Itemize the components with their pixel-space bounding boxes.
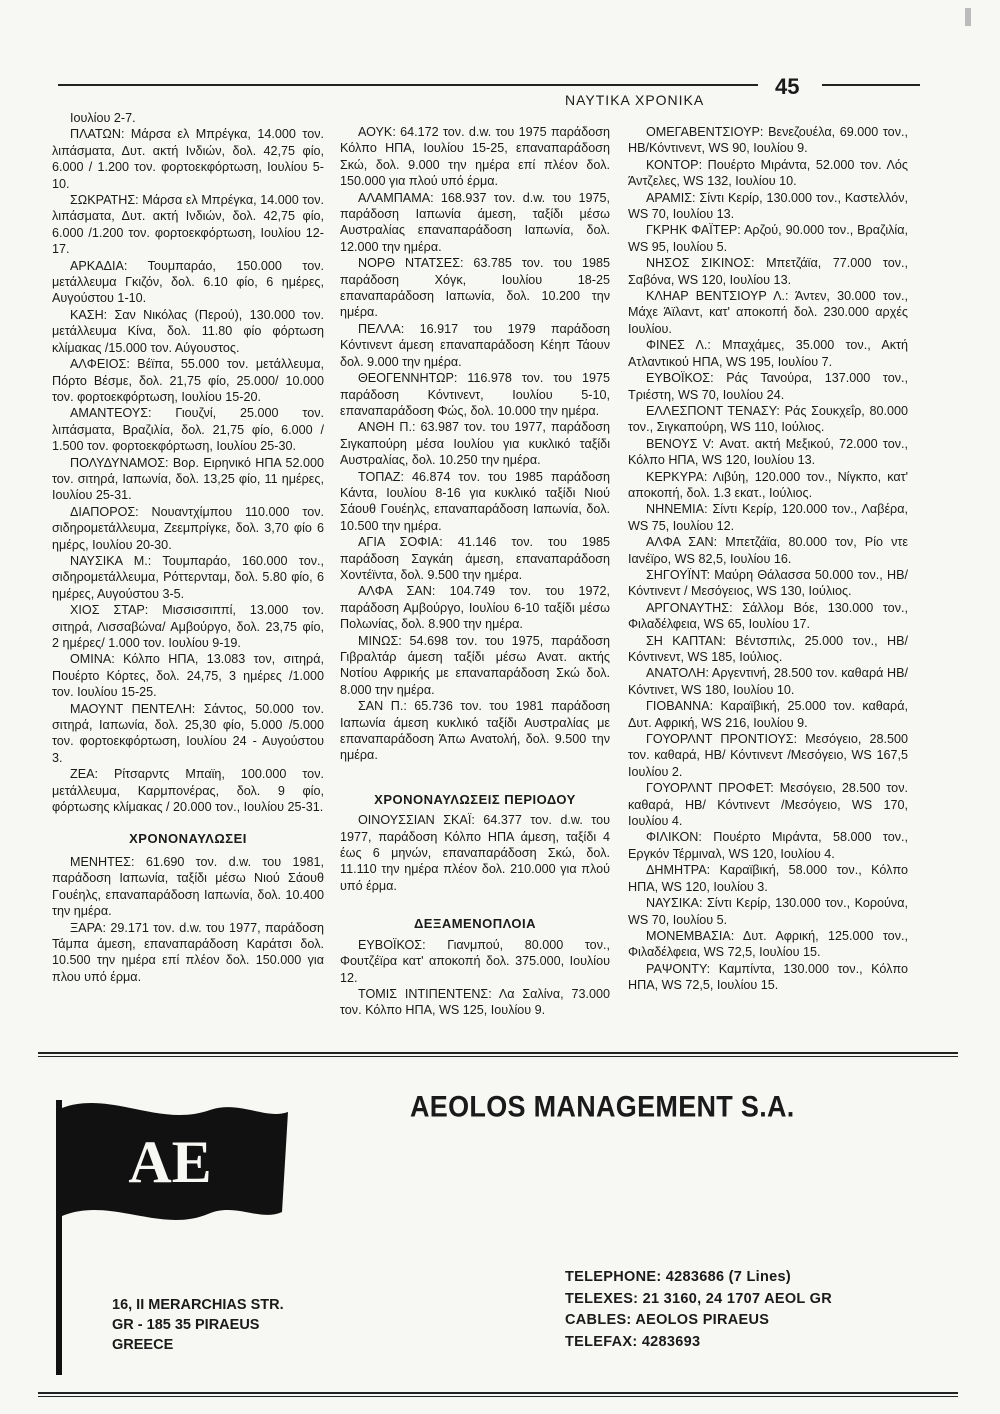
telefax: TELEFAX: 4283693 xyxy=(565,1333,701,1350)
column-3-entries xyxy=(628,124,908,994)
charter-entry: ΚΟΝΤΟΡ: Πουέρτο Μιράντα, 52.000 τον. Λός Άντζελες, WS 132, Ιουλίου 10. xyxy=(628,157,908,189)
charter-entry: ΦΙΝΕΣ Λ.: Μπαχάμες, 35.000 τον., Ακτή Ατλαντικού ΗΠΑ, WS 195, Ιουλίου 7. xyxy=(628,338,908,369)
charter-entry: ΔΗΜΗΤΡΑ: Καραϊβική, 58.000 τον., Κόλπο ΗΠΑ, WS 120, Ιουλίου 3. xyxy=(628,863,908,894)
charter-entry: ΓΙΟΒΑΝΝΑ: Καραϊβική, 25.000 τον. καθαρά, Δυτ. Αφρική, WS 216, Ιουλίου 9. xyxy=(628,699,908,730)
charter-entry: ΚΛΗΑΡ ΒΕΝΤΣΙΟΥΡ Λ.: Άντεν, 30.000 τον., Μάχε Άϊλαντ, κατ' αποκοπή δολ. 230.000 αρχές Ιουλίου. xyxy=(628,289,908,336)
company-address xyxy=(112,1295,284,1355)
charter-entry: ΝΗΝΕΜΙΑ: Σίντι Κερίρ, 120.000 τον., Λαβέρα, WS 75, Ιουλίου 12. xyxy=(628,502,908,533)
charter-entry: ΜΟΝΕΜΒΑΣΙΑ: Δυτ. Αφρική, 125.000 τον., Φιλαδέλφεια, WS 72,5, Ιουλίου 15. xyxy=(628,928,908,960)
charter-entry: ΓΟΥΟΡΛΝΤ ΠΡΟΝΤΙΟΥΣ: Μεσόγειο, 28.500 τον. καθαρά, ΗΒ/ Κόντινεντ /Μεσόγειο, WS 167,5 Ιουλίου 2. xyxy=(628,732,908,779)
ad-top-rule-thin xyxy=(38,1056,958,1057)
charter-entry: ΑΟΥΚ: 64.172 τον. d.w. του 1975 παράδοση Κόλπο ΗΠΑ, Ιουλίου 15-25, επαναπαράδοση Σκώ, δολ. 9.000 την ημέρα επί πλέον δολ. 150.000 για πλού υπό έρμα. xyxy=(340,125,610,189)
charter-entry: ΣΑΝ Π.: 65.736 τον. του 1981 παράδοση Ιαπωνία άμεση κυκλικό ταξίδι Αυστραλίας με επαναπαράδοση Άπω Ανατολή, δολ. 9.500 την ημέρα. xyxy=(340,699,610,763)
charter-entry: ΑΝΘΗ Π.: 63.987 τον. του 1977, παράδοση Σιγκαπούρη μέσα Ιουλίου για κυκλικό ταξίδι Αυστραλίας, δολ. 10.250 την ημέρα. xyxy=(340,420,610,468)
charter-entry: ΞΑΡΑ: 29.171 τον. d.w. του 1977, παράδοση Τάμπα άμεση, επαναπαράδοση Καράτσι δολ. 10.500 την ημέρα επί πλέον δολ. 150.000 για πλου υπό έρμα. xyxy=(52,920,324,984)
column-1-entries xyxy=(52,110,324,815)
charter-entry: ΑΡΑΜΙΣ: Σίντι Κερίρ, 130.000 τον., Καστελλόν, WS 70, Ιουλίου 13. xyxy=(628,190,908,222)
header-rule-right xyxy=(822,84,920,86)
telexes: TELEXES: 21 3160, 24 1707 AEOL GR xyxy=(565,1290,832,1307)
charter-entry: ΤΟΠΑΖ: 46.874 τον. του 1985 παράδοση Κάντα, Ιουλίου 8-16 για κυκλικό ταξίδι Νιού Σάουθ Γουέηλς, επαναπαράδοση Ιαπωνία, δολ. 10.500 την ημέρα. xyxy=(340,469,610,533)
charter-entry: ΑΛΦΕΙΟΣ: Βέϊπα, 55.000 τον. μετάλλευμα, Πόρτο Βέσμε, δολ. 21,75 φίο, 25.000/ 10.000 τον. φορτοεκφόρτωση, Ιουλίου 15-20. xyxy=(52,357,324,404)
charter-entry: ΟΜΕΓΑΒΕΝΤΣΙΟΥΡ: Βενεζουέλα, 69.000 τον., ΗΒ/Κόντινεντ, WS 90, Ιουλίου 9. xyxy=(628,125,908,156)
charter-entry: ΚΑΣΗ: Σαν Νικόλας (Περού), 130.000 τον. μετάλλευμα Κίνα, δολ. 11.80 φίο φόρτωση κλίμακας /15.000 τον. Αύγουστος. xyxy=(52,307,324,355)
charter-entry: Ιουλίου 2-7. xyxy=(70,111,136,125)
section-heading-time-charters: ΧΡΟΝΟΝΑΥΛΩΣΕΙ xyxy=(129,831,247,847)
charter-entry: ΑΛΑΜΠΑΜΑ: 168.937 τον. d.w. του 1975, παράδοση Ιαπωνία άμεση, ταξίδι μέσω Αυστραλίας επαναπαράδοση Ιαπωνία, δολ. 12.000 την ημέρα. xyxy=(340,190,610,254)
charter-entry: ΘΕΟΓΕΝΝΗΤΩΡ: 116.978 τον. του 1975 παράδοση Κόντινεντ, Ιουλίου 5-10, επαναπαράδοση Φώς, δολ. 10.000 την ημέρα. xyxy=(340,371,610,418)
charter-entry: ΠΟΛΥΔΥΝΑΜΟΣ: Βορ. Ειρηνικό ΗΠΑ 52.000 τον. σιτηρά, Ιαπωνία, δολ. 13,25 φίο, 11 ημέρες, Ιουλίου 25-31. xyxy=(52,455,324,503)
section-heading-period-charters: ΧΡΟΝΟΝΑΥΛΩΣΕΙΣ ΠΕΡΙΟΔΟΥ xyxy=(374,791,576,807)
column-1 xyxy=(52,110,324,985)
address-line: GR - 185 35 PIRAEUS xyxy=(112,1317,260,1333)
magazine-title: ΝΑΥΤΙΚΑ ΧΡΟΝΙΚΑ xyxy=(565,92,705,108)
charter-entry: ΑΡΚΑΔΙΑ: Τουμπαράο, 150.000 τον. μετάλλευμα Γκιζόν, δολ. 6.10 φίο, 6 ημέρες, Αυγούστου 1-10. xyxy=(52,258,324,306)
charter-entry: ΑΜΑΝΤΕΟΥΣ: Γιουζνί, 25.000 τον. λιπάσματα, Βραζιλία, δολ. 21,75 φίο, 6.000 / 1.500 τον. φορτοεκφόρτωση, Ιουλίου 25-30. xyxy=(52,406,324,454)
charter-entry: ΣΗΓΟΥΪΝΤ: Μαύρη Θάλασσα 50.000 τον., ΗΒ/Κόντινεντ / Μεσόγειος, WS 130, Ιούλιος. xyxy=(628,567,908,599)
flag-pole xyxy=(56,1100,62,1375)
ad-bottom-rule-thin xyxy=(38,1396,958,1397)
charter-entry: ΠΕΛΛΑ: 16.917 του 1979 παράδοση Κόντινεντ άμεση επαναπαράδοση Κέηπ Τάουν δολ. 9.000 την ημέρα. xyxy=(340,321,610,369)
charter-entry: ΑΝΑΤΟΛΗ: Αργεντινή, 28.500 τον. καθαρά ΗΒ/ Κόντινετ, WS 180, Ιουλίου 10. xyxy=(628,666,908,697)
charter-entry: ΓΚΡΗΚ ΦΑΪΤΕΡ: Αρζού, 90.000 τον., Βραζιλία, WS 95, Ιουλίου 5. xyxy=(628,223,908,254)
charter-entry: ΑΓΙΑ ΣΟΦΙΑ: 41.146 τον. του 1985 παράδοση Σαγκάη άμεση, επαναπαράδοση Χοντέϊντα, δολ. 9.500 την ημέρα. xyxy=(340,535,610,582)
charter-entry: ΑΛΦΑ ΣΑΝ: Μπετζάϊα, 80.000 τον, Ρίο ντε Ιανέϊρο, WS 82,5, Ιουλίου 16. xyxy=(628,535,908,566)
charter-entry: ΟΙΝΟΥΣΣΙΑΝ ΣΚΑΪ: 64.377 τον. d.w. του 1977, παράδοση Κόλπο ΗΠΑ άμεση, ταξίδι 4 έως 6 μηνών, επαναπαράδοση Σκώ, δολ. 11.110 την ημέρα πλέον δολ. 210.000 για πλού υπό έρμα. xyxy=(340,813,610,893)
charter-entry: ΝΟΡΘ ΝΤΑΤΣΕΣ: 63.785 τον. του 1985 παράδοση Χόγκ, Ιουλίου 18-25 επαναπαράδοση Ιαπωνία, δολ. 10.200 την ημέρα. xyxy=(340,256,610,320)
charter-entry: ΑΛΦΑ ΣΑΝ: 104.749 τον. του 1972, παράδοση Αμβούργο, Ιουλίου 6-10 ταξίδι μέσω Πολωνίας, δολ. 8.900 την ημέρα. xyxy=(340,584,610,632)
section-heading-tankers: ΔΕΞΑΜΕΝΟΠΛΟΙΑ xyxy=(413,916,537,932)
charter-entry: ΖΕΑ: Ρίτσαρντς Μπαϊη, 100.000 τον. μετάλλευμα, Καρμπονέρας, δολ. 9 φίο, φόρτωσης κλίμακας / 20.000 τον., Ιουλίου 25-31. xyxy=(52,767,324,815)
charter-entry: ΝΑΥΣΙΚΑ Μ.: Τουμπαράο, 160.000 τον., σιδηρομετάλλευμα, Ρόττερνταμ, δολ. 5.80 φίο, 6 ημέρες, Αυγούστου 3-5. xyxy=(52,553,324,601)
column-2-entries-3 xyxy=(340,937,610,1019)
charter-entry: ΕΛΛΕΣΠΟΝΤ ΤΕΝΑΣΥ: Ράς Σουκχεΐρ, 80.000 τον., Σιγκαπούρη, WS 110, Ιούλιος. xyxy=(628,403,908,435)
ad-bottom-rule xyxy=(38,1392,958,1394)
flag-letters: AE xyxy=(128,1129,212,1195)
charter-entry: ΝΗΣΟΣ ΣΙΚΙΝΟΣ: Μπετζάϊα, 77.000 τον., Σαβόνα, WS 120, Ιουλίου 13. xyxy=(628,256,908,287)
charter-entry: ΔΙΑΠΟΡΟΣ: Νουαντχίμπου 110.000 τον. σιδηρομετάλλευμα, Ζεεμπρίγκε, δολ. 3,70 φίο 6 ημέρς, Ιουλίου 20-30. xyxy=(52,504,324,552)
ad-top-rule xyxy=(38,1052,958,1054)
charter-entry: ΤΟΜΙΣ ΙΝΤΙΠΕΝΤΕΝΣ: Λα Σαλίνα, 73.000 τον. Κόλπο ΗΠΑ, WS 125, Ιουλίου 9. xyxy=(340,986,610,1018)
charter-entry: ΕΥΒΟΪΚΟΣ: Γιανμπού, 80.000 τον., Φουτζέϊρα κατ' αποκοπή δολ. 375.000, Ιουλίου 12. xyxy=(340,937,610,985)
charter-entry: ΑΡΓΟΝΑΥΤΗΣ: Σάλλομ Βόε, 130.000 τον., Φιλαδέλφεια, WS 65, Ιουλίου 17. xyxy=(628,600,908,632)
charter-entry: ΦΙΛΙΚΟΝ: Πουέρτο Μιράντα, 58.000 τον., Εργκόν Τέρμιναλ, WS 120, Ιουλίου 4. xyxy=(628,830,908,861)
charter-entry: ΠΛΑΤΩΝ: Μάρσα ελ Μπρέγκα, 14.000 τον. λιπάσματα, Δυτ. ακτή Ινδιών, δολ. 42,75 φίο, 6.000 / 1.200 τον. φορτοεκφόρτωση, Ιουλίου 5-10. xyxy=(52,127,324,191)
charter-entry: ΧΙΟΣ ΣΤΑΡ: Μισσισσιππί, 13.000 τον. σιτηρά, Λισσαβώνα/ Αμβούργο, δολ. 23,75 φίο, 2 ημέρες/ 1.000 τον. Ιουλίου 9-19. xyxy=(52,603,324,650)
header-rule-left xyxy=(58,84,758,86)
charter-entry: ΚΕΡΚΥΡΑ: Λιβύη, 120.000 τον., Νίγκπο, κατ' αποκοπή, δολ. 1.3 εκατ., Ιούλιος. xyxy=(628,469,908,500)
charter-entry: ΜΕΝΗΤΕΣ: 61.690 τον. d.w. του 1981, παράδοση Ιαπωνία, ταξίδι μέσω Νιού Σάουθ Γουέηλς, επαναπαράδοση Ιαπωνία, δολ. 10.400 την ημέρα. xyxy=(52,854,324,919)
cables: CABLES: AEOLOS PIRAEUS xyxy=(565,1312,770,1328)
column-2 xyxy=(340,124,610,1019)
column-2-entries xyxy=(340,124,610,764)
company-contact xyxy=(565,1267,832,1353)
column-2-entries-2 xyxy=(340,812,610,894)
charter-entry: ΜΑΟΥΝΤ ΠΕΝΤΕΛΗ: Σάντος, 50.000 τον. σιτηρά, Ιαπωνία, δολ. 25,30 φίο, 5.000 /5.000 τον. φορτοεκφόρτωση, Ιουλίου 24 - Αυγούστου 3. xyxy=(52,701,324,765)
scan-edge-mark xyxy=(965,8,971,26)
charter-entry: ΕΥΒΟΪΚΟΣ: Ράς Τανούρα, 137.000 τον., Τριέστη, WS 70, Ιουλίου 24. xyxy=(628,371,908,402)
charter-entry: ΡΑΨΟΝΤΥ: Καμπίντα, 130.000 τον., Κόλπο ΗΠΑ, WS 72,5, Ιουλίου 15. xyxy=(628,961,908,993)
charter-entry: ΓΟΥΟΡΛΝΤ ΠΡΟΦΕΤ: Μεσόγειο, 28.500 τον. καθαρά, ΗΒ/ Κόντινεντ /Μεσόγειο, WS 170, Ιουλίου 4. xyxy=(628,781,908,829)
company-name: AEOLOS MANAGEMENT S.A. xyxy=(410,1090,795,1123)
charter-entry: ΒΕΝΟΥΣ V: Ανατ. ακτή Μεξικού, 72.000 τον., Κόλπο ΗΠΑ, WS 120, Ιουλίου 13. xyxy=(628,436,908,468)
charter-entry: ΜΙΝΩΣ: 54.698 τον. του 1975, παράδοση Γιβραλτάρ άμεση ταξίδι μέσω Ανατ. ακτής Νοτίου Αφρικής με επαναπαράδοση Σκώ δολ. 8.000 την ημέρα. xyxy=(340,633,610,697)
column-3 xyxy=(628,124,908,994)
charter-entry: ΟΜΙΝΑ: Κόλπο ΗΠΑ, 13.083 τον, σιτηρά, Πουέρτο Κόρτες, δολ. 24,75, 3 ημέρες /1.000 τον. Ιουλίου 15-25. xyxy=(52,652,324,700)
telephone: TELEPHONE: 4283686 (7 Lines) xyxy=(565,1269,791,1285)
column-1-entries-2 xyxy=(52,854,324,985)
address-line: 16, II MERARCHIAS STR. xyxy=(112,1297,284,1313)
charter-entry: ΝΑΥΣΙΚΑ: Σίντι Κερίρ, 130.000 τον., Κορούνα, WS 70, Ιουλίου 5. xyxy=(628,896,908,927)
charter-entry: ΣΗ ΚΑΠΤΑΝ: Βέντσπιλς, 25.000 τον., ΗΒ/ Κόντινεντ, WS 185, Ιούλιος. xyxy=(628,633,908,664)
charter-entry: ΣΩΚΡΑΤΗΣ: Μάρσα ελ Μπρέγκα, 14.000 τον. λιπάσματα, Δυτ. ακτή Ινδιών, δολ. 42,75 φίο, 6.000 /1.200 τον. φορτοεκφόρτωση, Ιουλίου 12-17. xyxy=(52,193,324,257)
page-number: 45 xyxy=(775,74,800,99)
address-line: GREECE xyxy=(112,1337,174,1353)
